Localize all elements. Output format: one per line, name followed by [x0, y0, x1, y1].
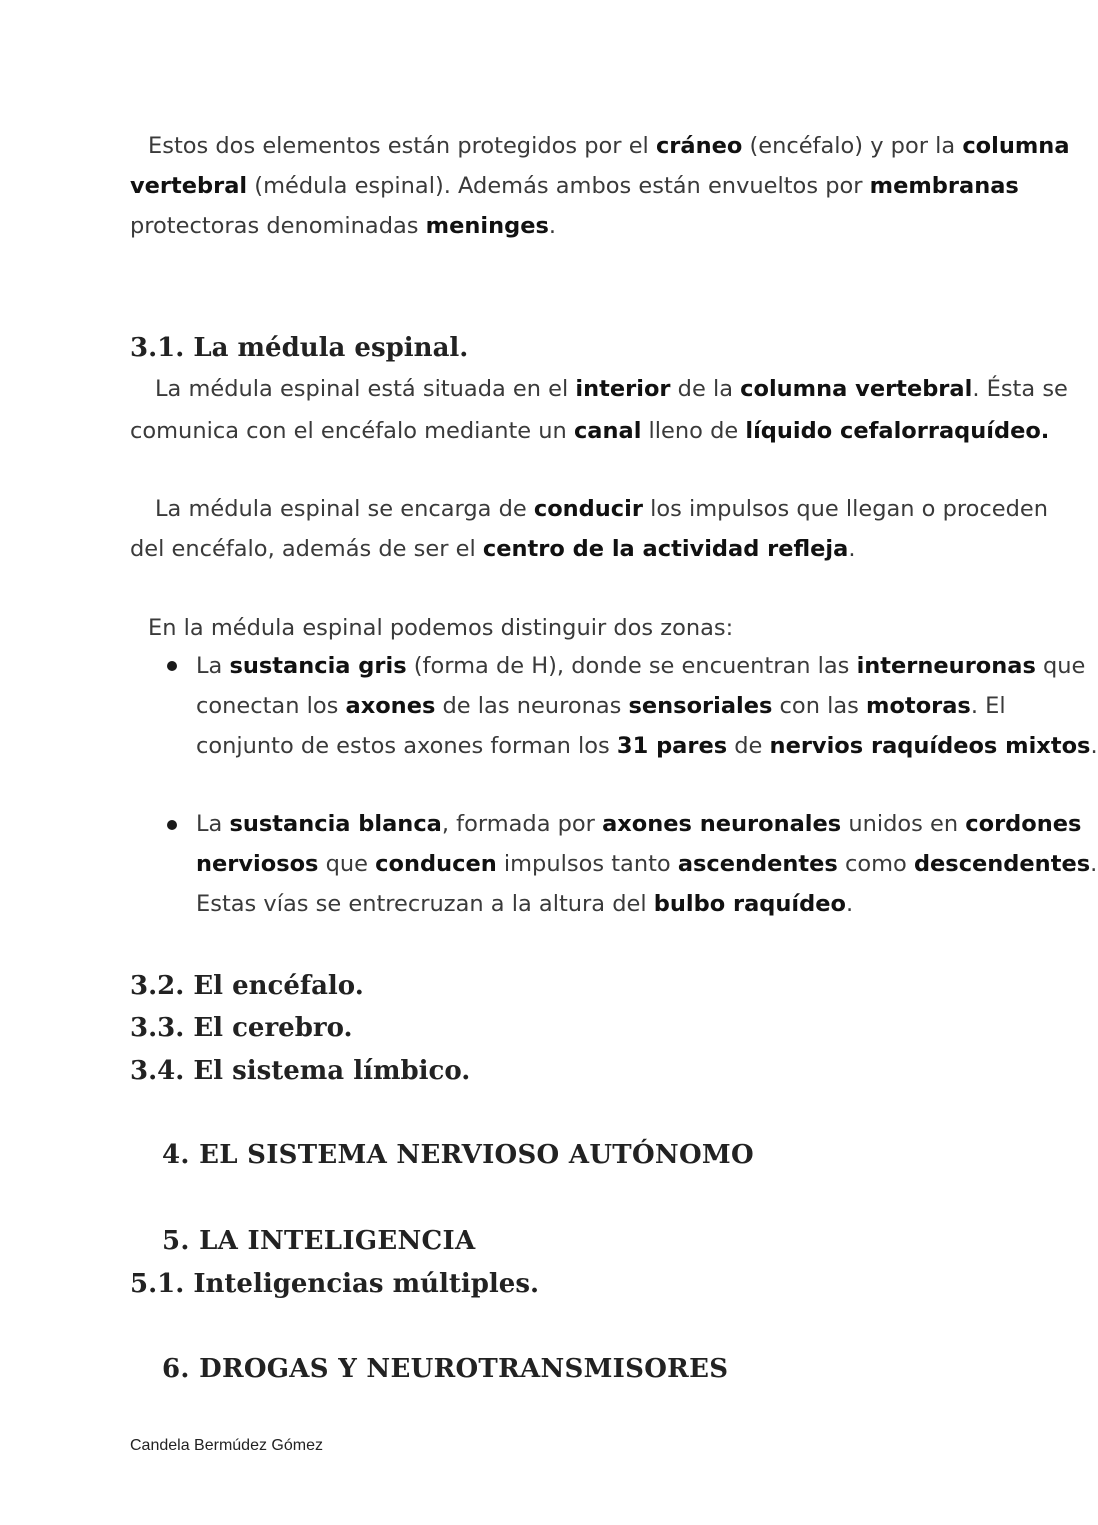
- heading-3-1: 3.1. La médula espinal.: [130, 333, 469, 363]
- s31-p2-line-2: del encéfalo, además de ser el centro de la actividad refleja.: [130, 536, 856, 562]
- bullet-1-line-3: conjunto de estos axones forman los 31 pares de nervios raquídeos mixtos.: [196, 733, 1098, 759]
- bullet-2-line-1: La sustancia blanca, formada por axones neuronales unidos en cordones: [196, 811, 1082, 837]
- bullet-2-line-3: Estas vías se entrecruzan a la altura del bulbo raquídeo.: [196, 891, 854, 917]
- bullet-icon: [167, 661, 177, 671]
- bullet-1-line-1: La sustancia gris (forma de H), donde se encuentran las interneuronas que: [196, 653, 1086, 679]
- bullet-1-line-2: conectan los axones de las neuronas sensoriales con las motoras. El: [196, 693, 1006, 719]
- s31-p1-line-2: comunica con el encéfalo mediante un canal lleno de líquido cefalorraquídeo.: [130, 418, 1050, 444]
- heading-6: 6. DROGAS Y NEUROTRANSMISORES: [162, 1354, 729, 1384]
- heading-3-2: 3.2. El encéfalo.: [130, 971, 364, 1001]
- heading-3-3: 3.3. El cerebro.: [130, 1013, 353, 1043]
- s31-p3: En la médula espinal podemos distinguir dos zonas:: [148, 615, 734, 641]
- intro-line-1: Estos dos elementos están protegidos por el cráneo (encéfalo) y por la columna: [148, 133, 1070, 159]
- bullet-icon: [167, 820, 177, 830]
- heading-5: 5. LA INTELIGENCIA: [162, 1226, 476, 1256]
- heading-5-1: 5.1. Inteligencias múltiples.: [130, 1269, 540, 1299]
- footer-author: Candela Bermúdez Gómez: [130, 1437, 323, 1454]
- heading-4: 4. EL SISTEMA NERVIOSO AUTÓNOMO: [162, 1140, 754, 1170]
- s31-p2-line-1: La médula espinal se encarga de conducir los impulsos que llegan o proceden: [155, 496, 1049, 522]
- heading-3-4: 3.4. El sistema límbico.: [130, 1056, 471, 1086]
- bullet-2-line-2: nerviosos que conducen impulsos tanto ascendentes como descendentes.: [196, 851, 1098, 877]
- intro-line-3: protectoras denominadas meninges.: [130, 213, 557, 239]
- s31-p1-line-1: La médula espinal está situada en el interior de la columna vertebral. Ésta se: [155, 376, 1068, 402]
- intro-line-2: vertebral (médula espinal). Además ambos están envueltos por membranas: [130, 173, 1019, 199]
